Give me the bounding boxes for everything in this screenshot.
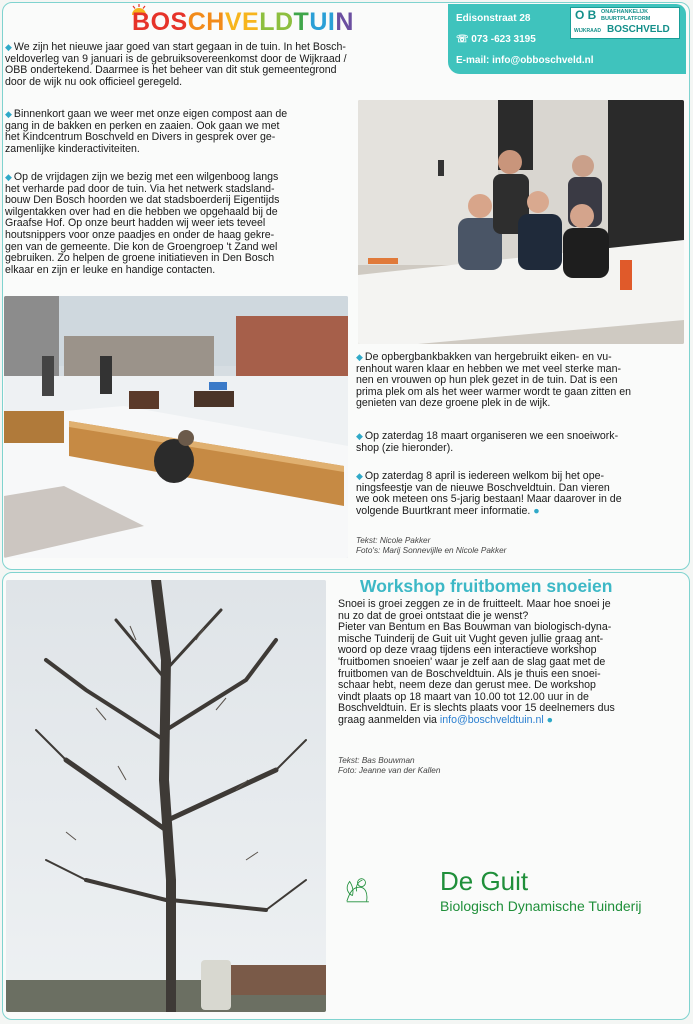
text-line: ◆ Binnenkort gaan we weer met onze eigen compost aan de <box>5 109 288 120</box>
text-line: graag aanmelden via info@boschveldtuin.nl ● <box>338 714 554 726</box>
text-line: door de wijk nu ook officieel geregeld. <box>5 76 183 88</box>
workshop-credits <box>338 756 440 776</box>
text-line: gang in de bakken en perken en zaaien. Ook gaan we met <box>5 120 280 132</box>
obb-wijkraad: WIJKRAAD <box>574 28 601 34</box>
diamond-bullet-icon: ◆ <box>5 109 12 119</box>
diamond-bullet-icon: ◆ <box>356 431 363 441</box>
text-line: mische Tuinderij de Guit uit Vught geven jullie graag ant- <box>338 633 604 645</box>
article-credits <box>356 536 506 556</box>
text-line: Boschveldtuin. Er is slechts plaats voor 15 deelnemers dus <box>338 703 615 715</box>
meeting-photo <box>358 100 684 344</box>
obb-logo <box>570 7 680 39</box>
de-guit-logo-icon <box>344 840 440 940</box>
paragraph-1 <box>5 42 443 88</box>
title-letter: I <box>327 8 336 36</box>
credit-text: Tekst: Bas Bouwman <box>338 756 415 765</box>
contact-address: Edisonstraat 28 <box>456 13 531 24</box>
text-line: volgende Buurtkrant meer informatie. ● <box>356 505 540 517</box>
diamond-bullet-icon: ◆ <box>356 352 363 362</box>
title-letter: D <box>274 8 294 36</box>
text-line: bouw Den Bosch hoorden we dat stadsboerderij Eigentijds <box>5 195 280 207</box>
text-line: Snoei is groei zeggen ze in de fruitteelt. Maar hoe snoei je <box>338 599 611 610</box>
text-line: het verharde pad door de tuin. Via het netwerk stadsland- <box>5 183 275 195</box>
text-line: woord op deze vraag tijdens een interactieve workshop <box>338 645 597 657</box>
text-line: ◆ Op zaterdag 18 maart organiseren we een snoeiwork- <box>356 431 619 442</box>
obb-line1: ONAFHANKELIJK <box>601 9 649 15</box>
paragraph-4 <box>356 352 686 410</box>
text-line: nen en vrouwen op hun plek gezet in de tuin. Dat is een <box>356 375 618 387</box>
text-line: renhout waren klaar en hebben we met veel sterke man- <box>356 363 621 375</box>
garden-photo <box>4 296 348 558</box>
workshop-title: Workshop fruitbomen snoeien <box>360 576 613 596</box>
text-line: veldoverleg van 9 januari is de gebruiksovereenkomst door de Wijkraad / <box>5 53 347 65</box>
text-line: zamenlijke kinderactiviteiten. <box>5 143 140 155</box>
title-letter: S <box>170 8 188 36</box>
title-letter: L <box>259 8 275 36</box>
title-letter: C <box>187 8 207 36</box>
text-line: ◆ We zijn het nieuwe jaar goed van start gegaan in de tuin. In het Bosch- <box>5 42 346 53</box>
text-line: ningsfeestje van de nieuwe Boschveldtuin. Dan vieren <box>356 482 610 494</box>
text-line: ◆ Op de vrijdagen zijn we bezig met een wilgenboog langs <box>5 172 279 183</box>
text-line: schaar hebt, neem deze dan gerust mee. De workshop <box>338 680 596 692</box>
diamond-bullet-icon: ◆ <box>5 42 12 52</box>
title-letter: V <box>224 8 243 36</box>
text-line: gebruiken. Zo helpen de groene initiatieven in Den Bosch <box>5 253 275 265</box>
title-letter: N <box>335 8 354 36</box>
paragraph-5 <box>356 431 686 454</box>
contact-box <box>448 4 686 74</box>
credit-photo: Foto: Jeanne van der Kallen <box>338 766 441 775</box>
title-letter: U <box>309 8 328 36</box>
text-line: Graafse Hof. Op onze beurt hadden wij weer iets teveel <box>5 218 266 230</box>
text-line: vindt plaats op 18 maart van 10.00 tot 12.00 uur in de <box>338 691 589 703</box>
contact-phone: ☏ 073 -623 3195 <box>456 34 536 45</box>
credit-text: Tekst: Nicole Pakker <box>356 536 431 545</box>
workshop-body <box>338 599 684 727</box>
text-line: houtsnippers voor onze paadjes en onder de haag gekre- <box>5 229 275 241</box>
text-line: fruitbomen van de Boschveldtuin. Als je thuis een snoei- <box>338 668 601 680</box>
title-letter: E <box>242 8 260 36</box>
text-line: ◆ De opbergbankbakken van hergebruikt eiken- en vu- <box>356 352 612 363</box>
text-line: genieten van deze groene plek in de wijk. <box>356 398 551 410</box>
text-line: we ook meteen ons 5-jarig bestaan! Maar daarover in de <box>356 494 622 506</box>
text-line: wilgentakken over had en die hebben we opgehaald bij de <box>5 206 278 218</box>
de-guit-subtitle: Biologisch Dynamische Tuinderij <box>440 898 642 914</box>
page-title <box>132 8 354 37</box>
obb-line2: BUURTPLATFORM <box>601 16 651 22</box>
credit-photo: Foto's: Marij Sonnevijlle en Nicole Pakker <box>356 546 507 555</box>
text-line: 'fruitbomen snoeien' waar je zelf aan de slag gaat met de <box>338 656 606 668</box>
text-line: Pieter van Bentum en Bas Bouwman van biologisch-dyna- <box>338 622 612 634</box>
text-line: elkaar en zijn er leuke en handige contacten. <box>5 264 216 276</box>
diamond-bullet-icon: ◆ <box>356 471 363 481</box>
phone-number: 073 -623 3195 <box>471 34 536 45</box>
text-line: prima plek om als het weer warmer wordt te gaan zitten en <box>356 386 631 398</box>
workshop-email-link[interactable]: info@boschveldtuin.nl <box>439 714 544 726</box>
de-guit-name: De Guit <box>440 866 529 896</box>
tree-photo <box>6 580 326 1012</box>
text-line: shop (zie hieronder). <box>356 442 454 454</box>
text-line: gen van de gemeente. Die kon de Groengroep 't Zand wel <box>5 241 278 253</box>
end-dot-icon: ● <box>533 505 540 517</box>
paragraph-2 <box>5 109 355 155</box>
title-letter: H <box>206 8 225 36</box>
text-line: nu zo dat de groei ontstaat die je wenst? <box>338 610 529 622</box>
obb-letters: O B <box>575 8 597 22</box>
obb-boschveld: BOSCHVELD <box>607 24 670 35</box>
text-line: OBB ondertekend. Daarmee is het beheer van dit stuk gemeentegrond <box>5 65 337 77</box>
text-line: ◆ Op zaterdag 8 april is iedereen welkom bij het ope- <box>356 471 605 482</box>
diamond-bullet-icon: ◆ <box>5 172 12 182</box>
text-line: het Kindcentrum Boschveld en Divers in gesprek over ge- <box>5 132 276 144</box>
paragraph-3 <box>5 172 355 276</box>
title-letter: O <box>150 8 171 36</box>
paragraph-6 <box>356 471 686 517</box>
contact-email[interactable]: E-mail: info@obboschveld.nl <box>456 55 594 66</box>
end-dot-icon: ● <box>546 714 554 726</box>
title-letter: B <box>132 8 151 36</box>
title-letter: T <box>293 8 310 36</box>
